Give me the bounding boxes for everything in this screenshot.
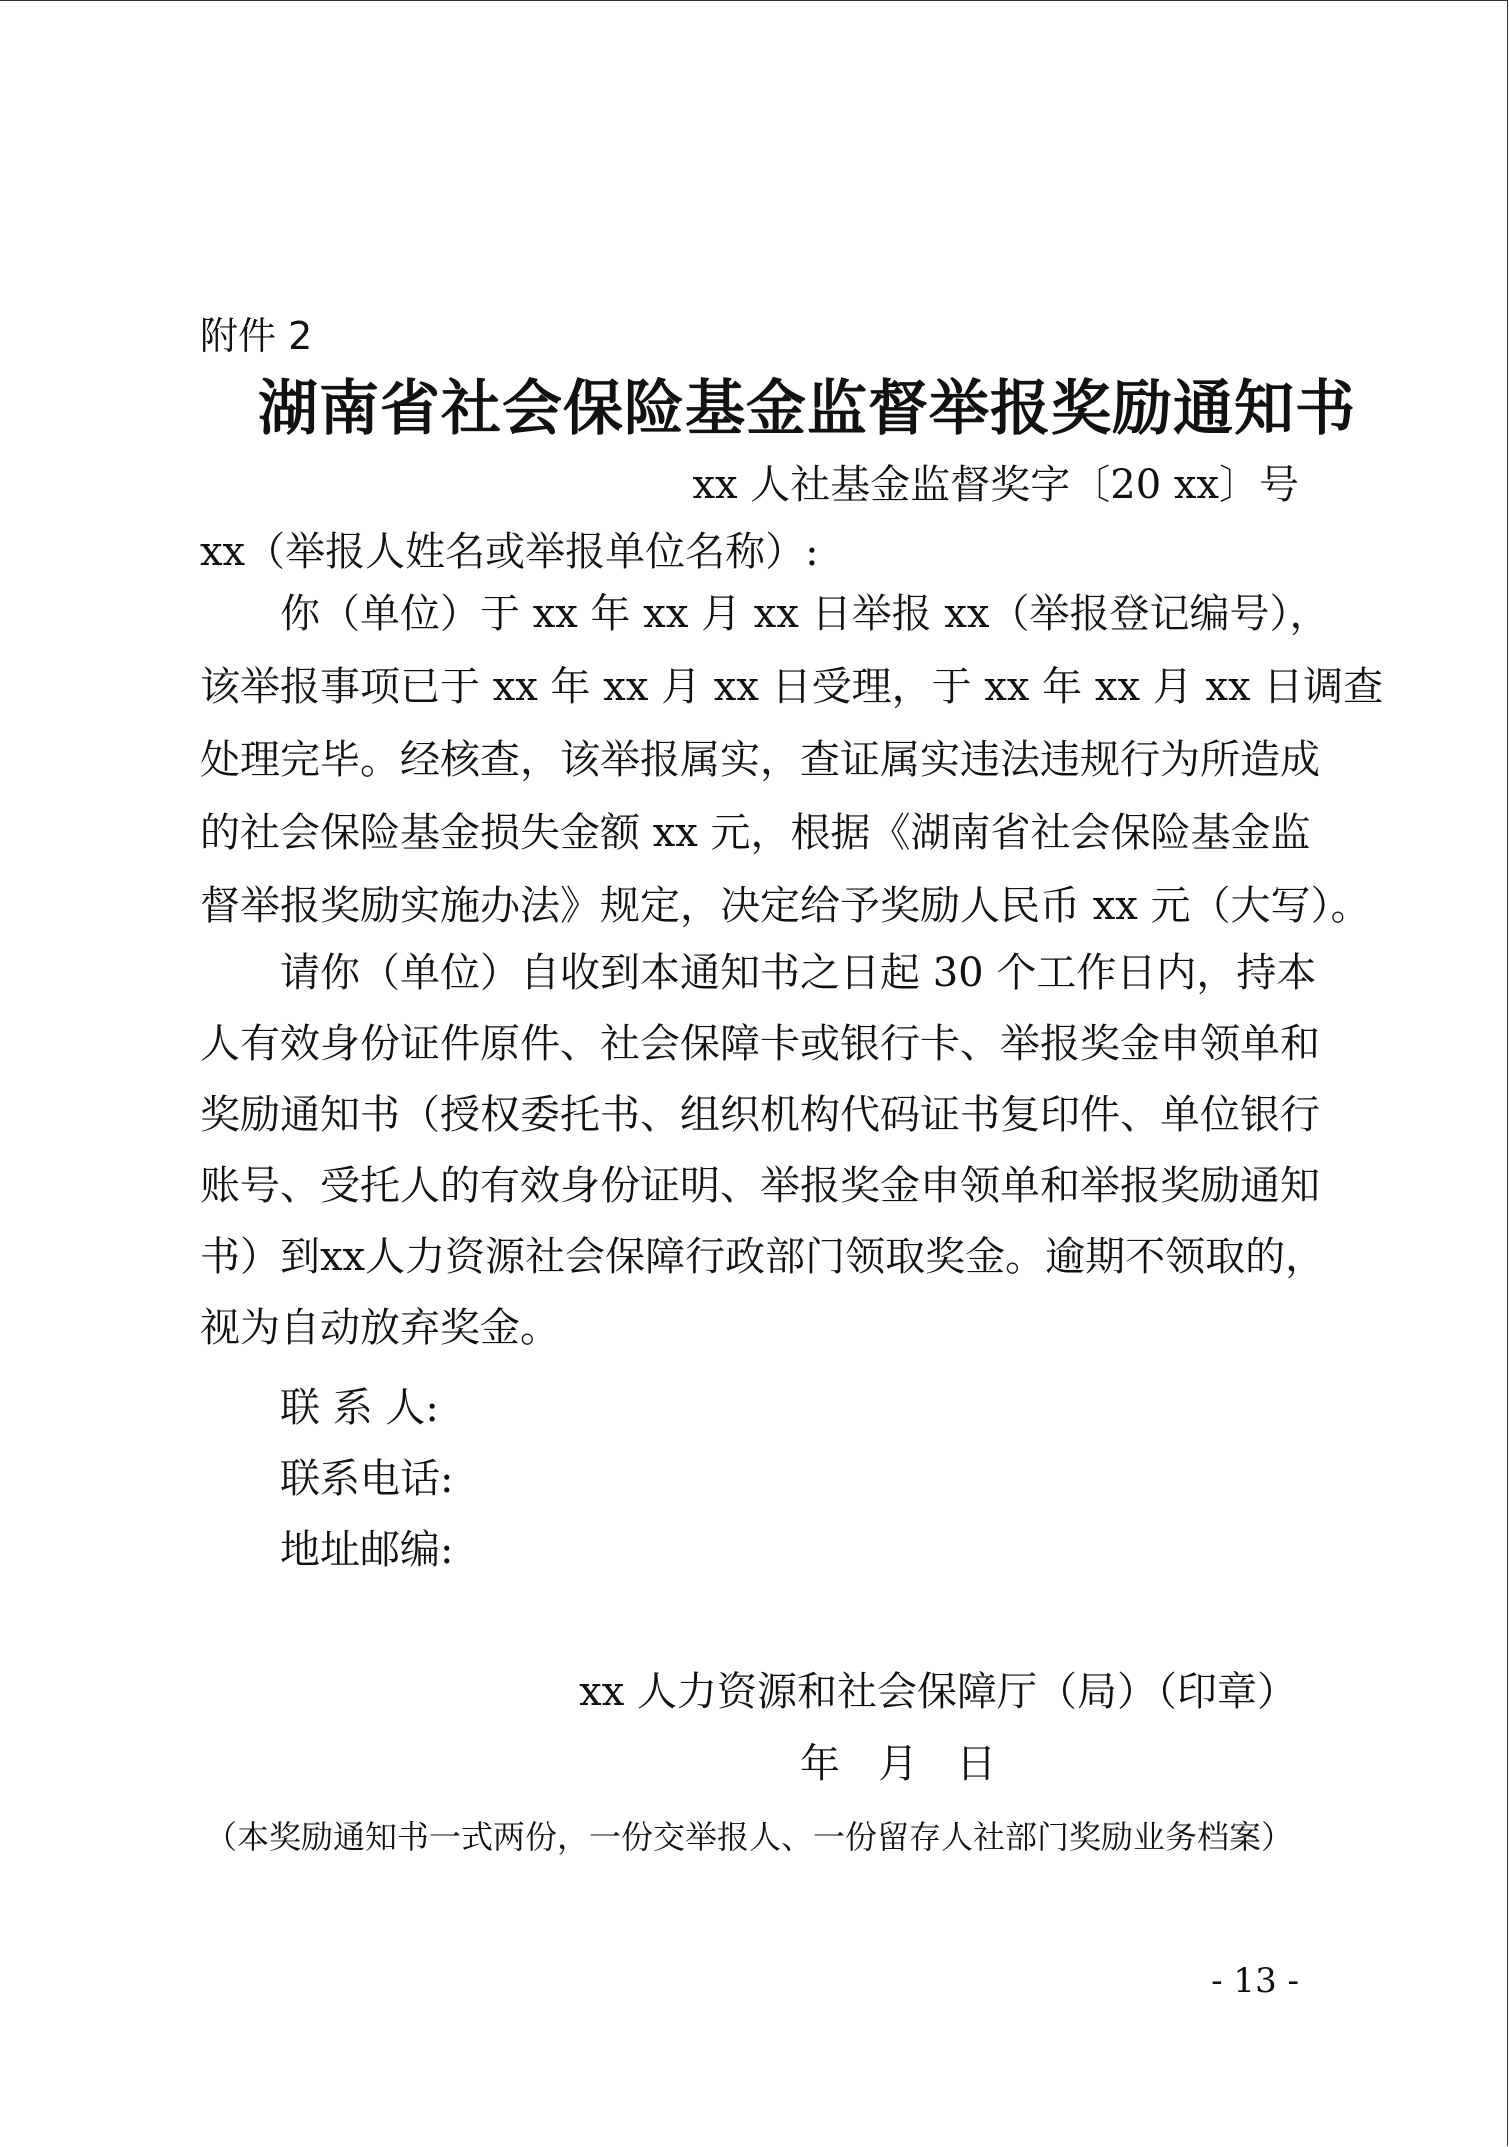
page-number: - 13 - (1211, 1961, 1299, 2001)
para1-line-3: 处理完毕。经核查，该举报属实，查证属实违法违规行为所造成 (200, 737, 1320, 783)
date-line: 年 月 日 (800, 1741, 997, 1787)
para1-line-4: 的社会保险基金损失金额 xx 元，根据《湖南省社会保险基金监 (200, 810, 1311, 856)
para2-line-3: 奖励通知书（授权委托书、组织机构代码证书复印件、单位银行 (200, 1092, 1320, 1138)
contact-person-label: 联 系 人: (280, 1385, 439, 1431)
footnote: （本奖励通知书一式两份，一份交举报人、一份留存人社部门奖励业务档案） (205, 1818, 1294, 1856)
para1-line-1: 你（单位）于 xx 年 xx 月 xx 日举报 xx（举报登记编号）， (280, 591, 1330, 637)
para2-line-2: 人有效身份证件原件、社会保障卡或银行卡、举报奖金申领单和 (200, 1021, 1320, 1067)
para2-line-4: 账号、受托人的有效身份证明、举报奖金申领单和举报奖励通知 (200, 1163, 1320, 1209)
para1-line-2: 该举报事项已于 xx 年 xx 月 xx 日受理，于 xx 年 xx 月 xx 日调查 (200, 664, 1384, 710)
document-title: 湖南省社会保险基金监督举报奖励通知书 (258, 374, 1356, 444)
para1-line-5: 督举报奖励实施办法》规定，决定给予奖励人民币 xx 元（大写）。 (200, 883, 1371, 929)
para2-line-6: 视为自动放弃奖金。 (200, 1305, 560, 1351)
attachment-label: 附件 2 (200, 314, 313, 358)
contact-phone-label: 联系电话: (280, 1456, 454, 1502)
addressee: xx（举报人姓名或举报单位名称）: (200, 529, 819, 575)
address-zip-label: 地址邮编: (280, 1527, 454, 1573)
issuer: xx 人力资源和社会保障厅（局）（印章） (579, 1669, 1297, 1715)
para2-line-5: 书）到xx人力资源社会保障行政部门领取奖金。逾期不领取的， (200, 1234, 1326, 1280)
document-number: xx 人社基金监督奖字〔20 xx〕号 (692, 462, 1299, 508)
para2-line-1: 请你（单位）自收到本通知书之日起 30 个工作日内，持本 (280, 950, 1317, 996)
